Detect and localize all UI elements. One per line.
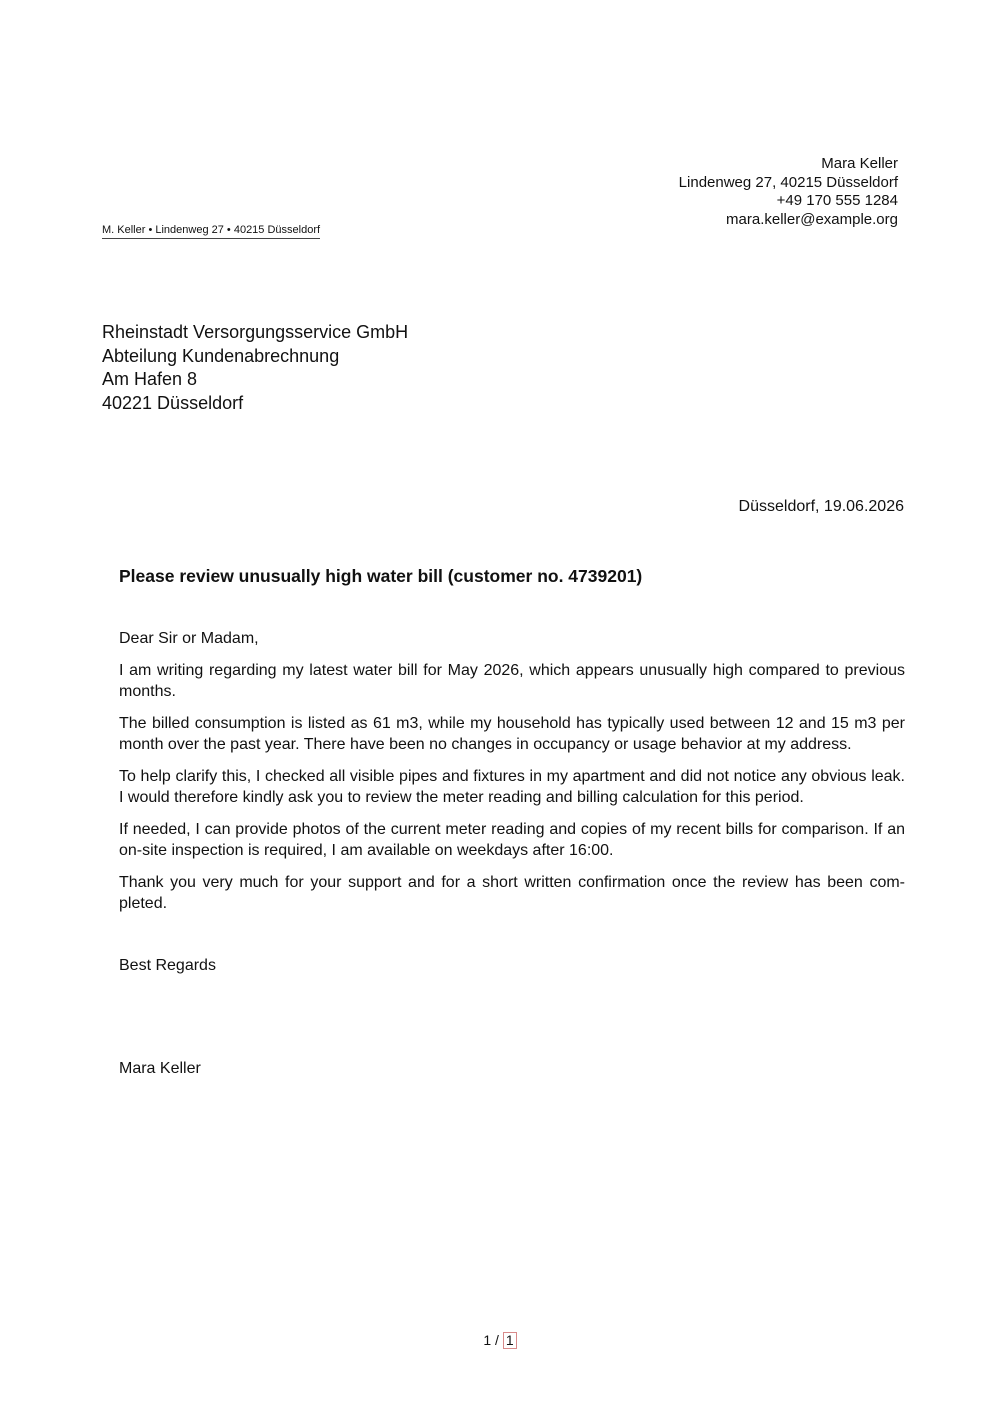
recipient-department: Abteilung Kundenabrechnung (102, 345, 340, 366)
closing: Best Regards (119, 957, 216, 974)
recipient-city: 40221 Düsseldorf (102, 392, 244, 413)
signature-name: Mara Keller (119, 1060, 201, 1077)
sender-address: Lindenweg 27, 40215 Düsseldorf (678, 173, 898, 191)
body-paragraph: Thank you very much for your support and for a short written confirmation once the review has been completed. (119, 873, 905, 912)
recipient-block (102, 321, 408, 415)
recipient-company: Rheinstadt Versorgungsservice GmbH (102, 322, 409, 342)
body-paragraph: The billed consumption is listed as 61 m3, while my household has typically used between 12 and 15 m3 per month over the past year. There have been no changes in occupancy or usage behavior at my address. (119, 714, 905, 753)
salutation: Dear Sir or Madam, (119, 630, 259, 647)
body-paragraph: I am writing regarding my latest water bill for May 2026, which appears unusually high compared to previous months. (119, 661, 905, 700)
subject-line: Please review unusually high water bill (customer no. 4739201) (119, 566, 643, 586)
sender-block (679, 155, 898, 229)
page-number (0, 1331, 1000, 1349)
page-current: 1 (483, 1332, 492, 1348)
page-total: 1 (503, 1332, 517, 1349)
sender-phone: +49 170 555 1284 (776, 192, 898, 209)
letter-body (119, 628, 905, 925)
body-paragraph: If needed, I can provide photos of the current meter reading and copies of my recent bills for comparison. If an on-site inspection is required, I am available on weekdays after 16:00. (119, 820, 905, 859)
sender-email: mara.keller@example.org (726, 210, 898, 228)
sender-name: Mara Keller (821, 155, 898, 172)
body-paragraph: To help clarify this, I checked all visible pipes and fixtures in my apartment and did not notice any obvious leak. I would therefore kindly ask you to review the meter reading and billing calculation for this period. (119, 767, 905, 806)
date-line: Düsseldorf, 19.06.2026 (738, 498, 904, 515)
page-separator: / (495, 1332, 499, 1348)
return-address-line: M. Keller • Lindenweg 27 • 40215 Düsseldorf (102, 224, 320, 239)
recipient-street: Am Hafen 8 (102, 369, 198, 389)
